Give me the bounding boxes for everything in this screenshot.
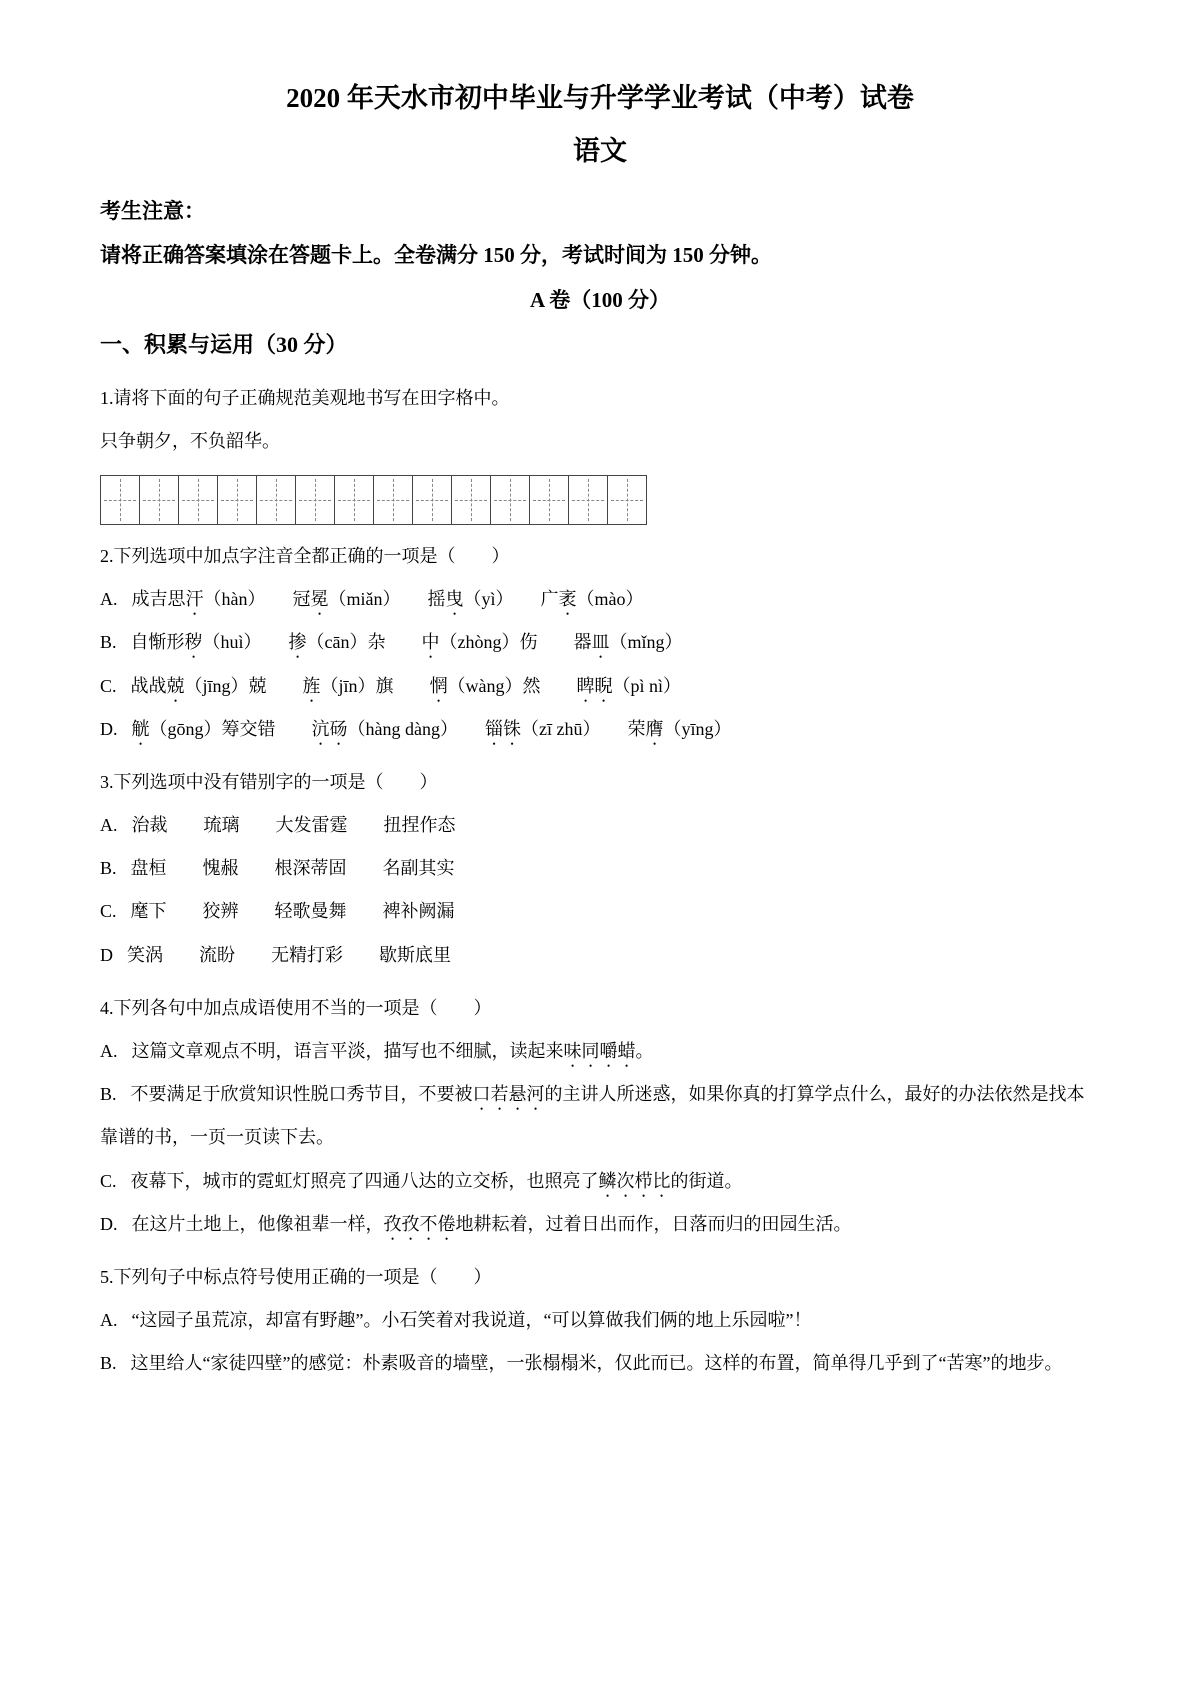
question-2-option-d: [100, 708, 1100, 751]
option-label: C.: [100, 675, 117, 696]
option-label: A.: [100, 815, 118, 836]
option-label: D.: [100, 1213, 118, 1234]
tianzige-grid: [100, 475, 1100, 525]
question-4-option-a: [100, 1030, 1100, 1073]
option-label: D.: [100, 718, 118, 739]
examinee-notice-label: 考生注意：: [100, 198, 205, 223]
option-label: B.: [100, 858, 117, 879]
question-1-sentence: 只争朝夕，不负韶华。: [100, 430, 280, 451]
option-text: 觥（gōng）筹交错 沆砀（hàng dàng） 锱铢（zī zhū） 荣膺（yīng）: [131, 718, 732, 739]
question-4-option-d: [100, 1203, 1100, 1246]
question-3-option-b: [100, 847, 1100, 890]
tianzige-cell: [373, 475, 413, 525]
paper-subject: 语文: [573, 135, 627, 166]
question-2-stem: 2.下列选项中加点字注音全都正确的一项是（ ）: [100, 545, 510, 566]
tianzige-cell: [295, 475, 335, 525]
examinee-notice-text: 请将正确答案填涂在答题卡上。全卷满分 150 分，考试时间为 150 分钟。: [100, 242, 772, 267]
question-1: [100, 377, 1100, 525]
option-text: 战战兢（jīng）兢 旌（jīn）旗 惘（wàng）然 睥睨（pì nì）: [130, 675, 682, 696]
option-label: C.: [100, 1170, 117, 1191]
option-label: A.: [100, 1310, 118, 1331]
question-2-option-b: [100, 621, 1100, 664]
option-text: 自惭形秽（huì） 掺（cān）杂 中（zhòng）伤 器皿（mǐng）: [130, 632, 683, 653]
option-text: 成吉思汗（hàn） 冠冕（miǎn） 摇曳（yì） 广袤（mào）: [131, 589, 644, 610]
option-text: 笑涡 流盼 无精打彩 歇斯底里: [127, 944, 451, 965]
tianzige-cell: [607, 475, 647, 525]
question-5-option-a: [100, 1299, 1100, 1342]
question-4-option-b: [100, 1073, 1100, 1159]
question-2-option-a: [100, 578, 1100, 621]
tianzige-cell: [334, 475, 374, 525]
tianzige-cell: [178, 475, 218, 525]
paper-title: 2020 年天水市初中毕业与升学学业考试（中考）试卷: [286, 83, 914, 113]
question-1-stem: 1.请将下面的句子正确规范美观地书写在田字格中。: [100, 387, 510, 408]
option-text: 治裁 琉璃 大发雷霆 扭捏作态: [131, 815, 456, 836]
question-3-stem: 3.下列选项中没有错别字的一项是（ ）: [100, 771, 438, 792]
option-text: 盘桓 愧赧 根深蒂固 名副其实: [130, 858, 455, 879]
option-text: 这里给人“家徒四壁”的感觉：朴素吸音的墙壁，一张榻榻米，仅此而已。这样的布置，简单得几乎到了“苦寒”的地步。: [130, 1353, 1063, 1374]
tianzige-cell: [568, 475, 608, 525]
option-text: 这篇文章观点不明，语言平淡，描写也不细腻，读起来味同嚼蜡。: [131, 1041, 654, 1061]
question-4: [100, 987, 1100, 1246]
option-text: 夜幕下，城市的霓虹灯照亮了四通八达的立交桥，也照亮了鳞次栉比的街道。: [130, 1170, 743, 1191]
tianzige-cell: [529, 475, 569, 525]
option-text: 麾下 狡辨 轻歌曼舞 裨补阙漏: [130, 901, 455, 922]
option-text: “这园子虽荒凉，却富有野趣”。小石笑着对我说道，“可以算做我们俩的地上乐园啦”！: [131, 1310, 812, 1331]
question-3-option-a: [100, 804, 1100, 847]
tianzige-cell: [490, 475, 530, 525]
option-label: B.: [100, 1084, 117, 1105]
tianzige-cell: [412, 475, 452, 525]
question-3: [100, 761, 1100, 977]
question-5-stem: 5.下列句子中标点符号使用正确的一项是（ ）: [100, 1266, 492, 1287]
option-label: A.: [100, 589, 118, 610]
question-2-option-c: [100, 665, 1100, 708]
tianzige-cell: [139, 475, 179, 525]
tianzige-cell: [451, 475, 491, 525]
option-text: 不要满足于欣赏知识性脱口秀节目，不要被口若悬河的主讲人所迷惑，如果你真的打算学点什么，最好的办法依然是找本靠谱的书，一页一页读下去。: [100, 1084, 1085, 1148]
tianzige-cell: [256, 475, 296, 525]
tianzige-cell: [100, 475, 140, 525]
option-label: B.: [100, 632, 117, 653]
question-4-stem: 4.下列各句中加点成语使用不当的一项是（ ）: [100, 997, 492, 1018]
option-text: 在这片土地上，他像祖辈一样，孜孜不倦地耕耘着，过着日出而作，日落而归的田园生活。: [131, 1213, 852, 1234]
option-label: D: [100, 944, 113, 965]
section-a-heading: A 卷（100 分）: [529, 288, 670, 313]
question-5: [100, 1256, 1100, 1386]
option-label: C.: [100, 901, 117, 922]
part1-heading: 一、积累与运用（30 分）: [100, 331, 348, 357]
option-label: B.: [100, 1353, 117, 1374]
option-label: A.: [100, 1041, 118, 1061]
question-4-option-c: [100, 1160, 1100, 1203]
tianzige-cell: [217, 475, 257, 525]
question-3-option-d: [100, 934, 1100, 977]
question-5-option-b: [100, 1342, 1100, 1385]
question-2: [100, 535, 1100, 751]
question-3-option-c: [100, 890, 1100, 933]
